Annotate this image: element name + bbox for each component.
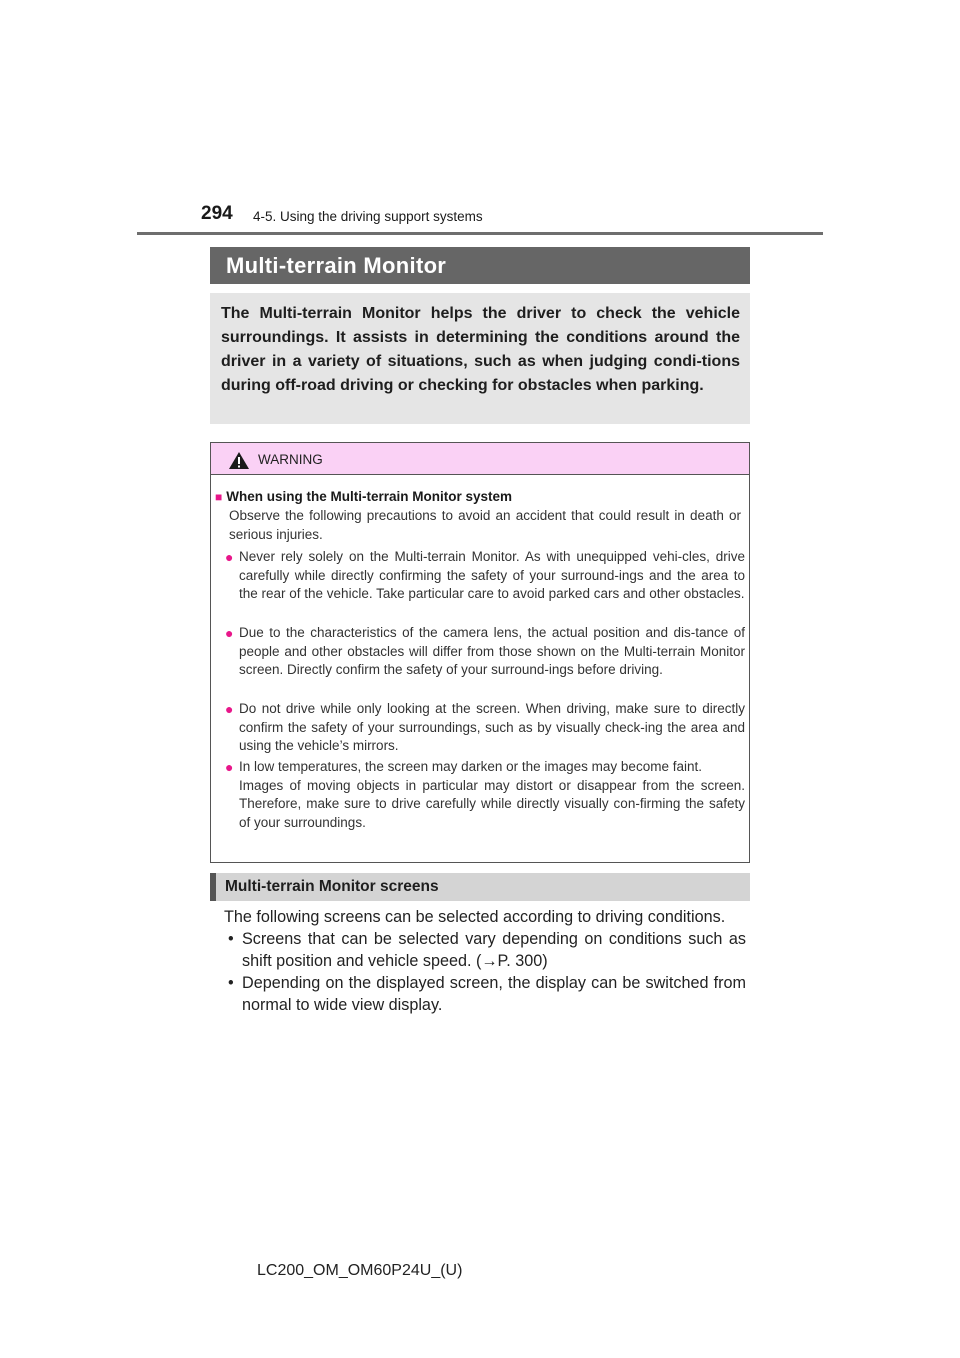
warning-bullet bbox=[225, 548, 745, 604]
bullet-mark: • bbox=[228, 974, 234, 992]
warning-bullet-text: Due to the characteristics of the camera lens, the actual position and dis-tance of people and other obstacles will differ from those shown on the Multi-terrain Monitor screen. Directly confirm the safety of your surround-ings before driving. bbox=[239, 625, 745, 677]
header-rule bbox=[137, 232, 823, 235]
bullet-dot-icon: ● bbox=[225, 701, 234, 717]
warning-bullet-text: Do not drive while only looking at the screen. When driving, make sure to directly confirm the safety of your surroundings, such as by visually check-ing the area and using the vehicle’s mirrors. bbox=[239, 701, 745, 753]
warning-label: WARNING bbox=[258, 452, 323, 467]
section-label: 4-5. Using the driving support systems bbox=[253, 209, 483, 224]
list-item-text: Screens that can be selected vary depending on conditions such as shift position and vehicle speed. (→P. 300) bbox=[242, 930, 746, 970]
warning-header bbox=[211, 443, 749, 475]
intro-box bbox=[210, 293, 750, 424]
warning-item-title-text: When using the Multi-terrain Monitor system bbox=[226, 489, 513, 504]
list-item-text: Depending on the displayed screen, the display can be switched from normal to wide view display. bbox=[242, 974, 746, 1014]
subsection-title: Multi-terrain Monitor screens bbox=[225, 878, 439, 895]
intro-text: The Multi-terrain Monitor helps the driver to check the vehicle surroundings. It assists in determining the conditions around the driver in a variety of situations, such as when judging condi-tions during off-road driving or checking for obstacles when parking. bbox=[221, 305, 740, 394]
bullet-dot-icon: ● bbox=[225, 759, 234, 775]
page-title: Multi-terrain Monitor bbox=[226, 252, 447, 278]
list-item bbox=[224, 972, 746, 1016]
bullet-dot-icon: ● bbox=[225, 549, 234, 565]
warning-bullet bbox=[225, 700, 745, 756]
warning-item-title bbox=[215, 489, 512, 504]
warning-intro: Observe the following precautions to avoid an accident that could result in death or serious injuries. bbox=[229, 508, 741, 542]
warning-bullet-text: Never rely solely on the Multi-terrain Monitor. As with unequipped vehi-cles, drive carefully while directly confirming the safety of your surround-ings and the area to the rear of the vehicle. Take particular care to avoid parked cars and other obstacles. bbox=[239, 549, 745, 601]
square-bullet-icon: ■ bbox=[215, 490, 223, 504]
warning-bullet bbox=[225, 624, 745, 680]
subsection-lead: The following screens can be selected according to driving conditions. bbox=[224, 908, 726, 926]
body-text bbox=[224, 906, 746, 1016]
bullet-mark: • bbox=[228, 930, 234, 948]
warning-bullet-text: In low temperatures, the screen may darken or the images may become faint. bbox=[239, 759, 702, 774]
title-bar bbox=[210, 247, 750, 284]
subsection-bar bbox=[210, 873, 750, 901]
footer-code: LC200_OM_OM60P24U_(U) bbox=[257, 1262, 463, 1279]
warning-box bbox=[210, 442, 750, 863]
bullet-dot-icon: ● bbox=[225, 625, 234, 641]
list-item bbox=[224, 928, 746, 972]
warning-bullet-continuation: Images of moving objects in particular may distort or disappear from the screen. Therefore, make sure to drive carefully while directly visually con-firming the safety of your surroundings. bbox=[239, 777, 745, 830]
warning-bullet bbox=[225, 758, 745, 832]
warning-triangle-icon bbox=[228, 451, 250, 470]
page-number: 294 bbox=[201, 203, 233, 224]
